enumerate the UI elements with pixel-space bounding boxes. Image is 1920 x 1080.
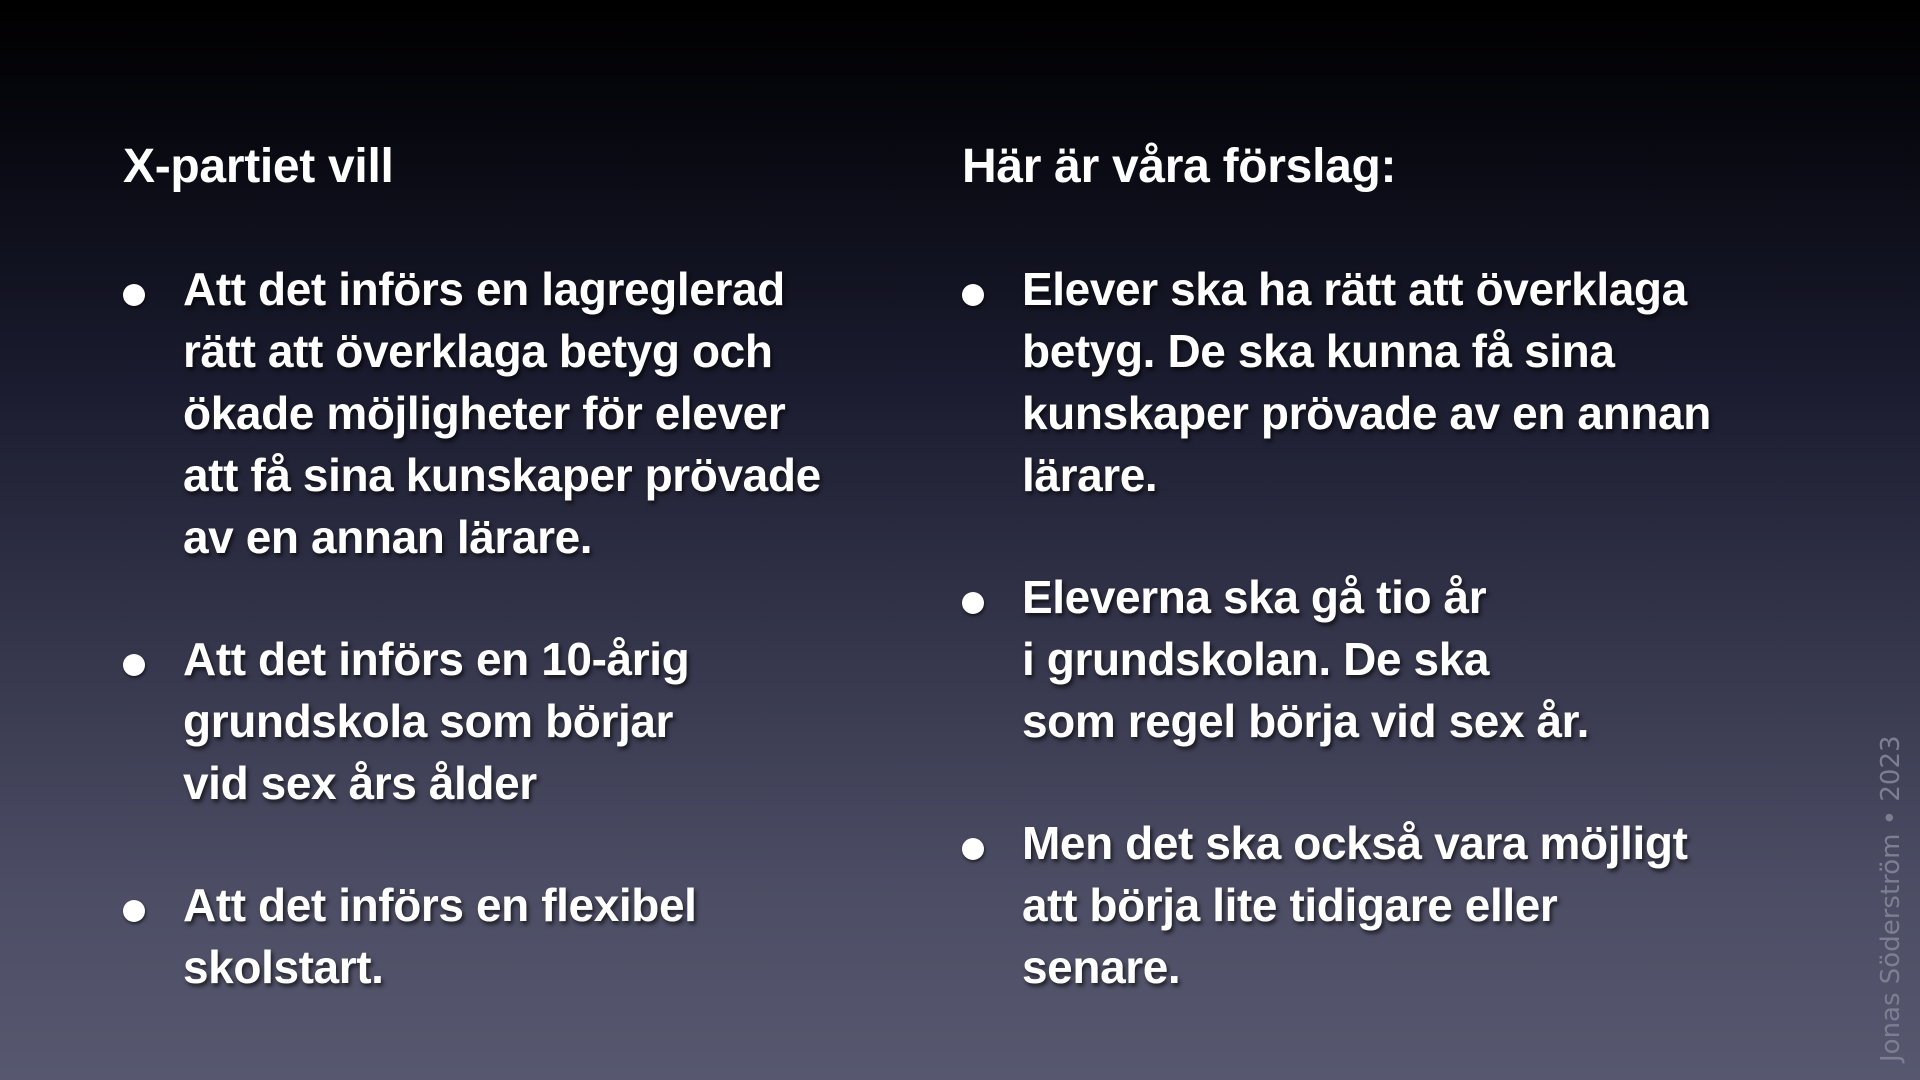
list-item bbox=[962, 258, 1822, 506]
bullet-text: Att det införs en flexibel skolstart. bbox=[183, 879, 697, 993]
credit-container bbox=[1868, 732, 1908, 1062]
list-item bbox=[123, 628, 903, 814]
bullet-text: Eleverna ska gå tio år i grundskolan. De ska som regel börja vid sex år. bbox=[1022, 571, 1590, 747]
bullet-dot-icon bbox=[962, 592, 984, 614]
bullet-text: Att det införs en lagreglerad rätt att överklaga betyg och ökade möjligheter för elever att få sina kunskaper prövade av en annan lärare. bbox=[183, 263, 821, 563]
right-bullet-list bbox=[962, 258, 1822, 998]
credit-text: Jonas Söderström • 2023 bbox=[1876, 735, 1906, 1062]
bullet-dot-icon bbox=[123, 284, 145, 306]
list-item bbox=[962, 812, 1822, 998]
bullet-dot-icon bbox=[123, 900, 145, 922]
bullet-dot-icon bbox=[123, 654, 145, 676]
left-column-heading: X-partiet vill bbox=[123, 140, 394, 193]
left-bullet-list bbox=[123, 258, 903, 998]
list-item bbox=[123, 874, 903, 998]
right-column-heading: Här är våra förslag: bbox=[962, 140, 1397, 193]
bullet-text: Elever ska ha rätt att överklaga betyg. De ska kunna få sina kunskaper prövade av en annan lärare. bbox=[1022, 263, 1711, 501]
right-column bbox=[962, 132, 1822, 1058]
bullet-dot-icon bbox=[962, 838, 984, 860]
list-item bbox=[123, 258, 903, 568]
bullet-text: Men det ska också vara möjligt att börja lite tidigare eller senare. bbox=[1022, 817, 1688, 993]
left-column bbox=[123, 132, 903, 1058]
list-item bbox=[962, 566, 1822, 752]
bullet-dot-icon bbox=[962, 284, 984, 306]
bullet-text: Att det införs en 10-årig grundskola som börjar vid sex års ålder bbox=[183, 633, 690, 809]
